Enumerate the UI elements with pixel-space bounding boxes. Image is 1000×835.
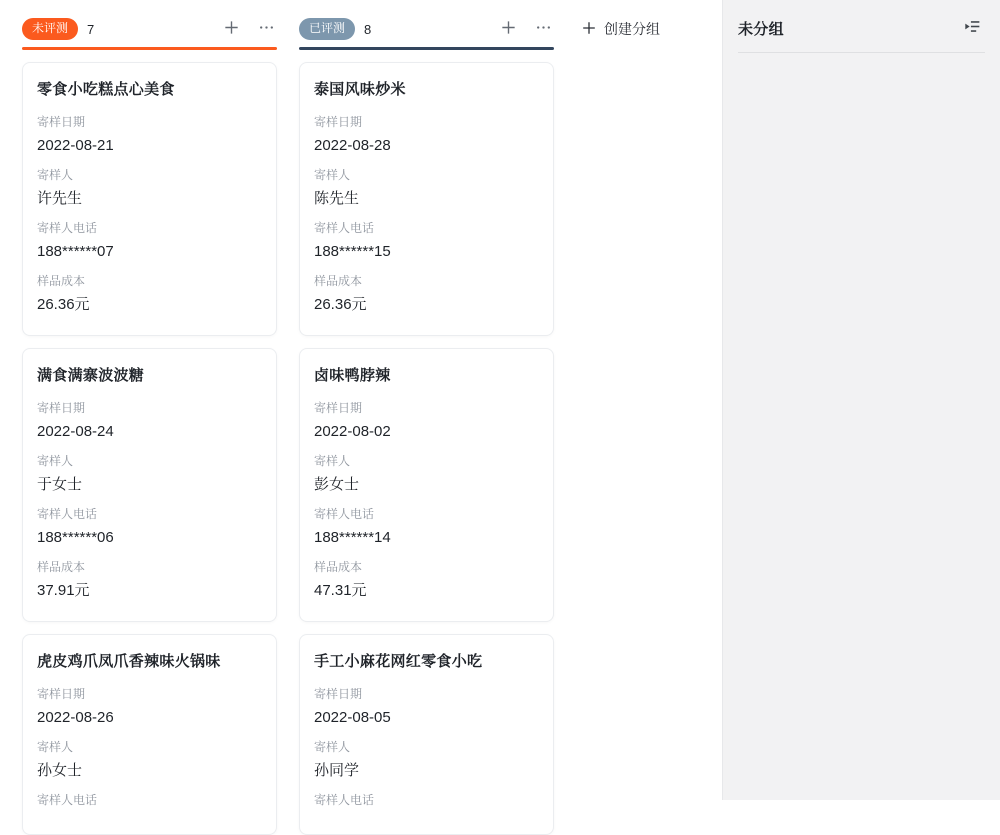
field-value: 2022-08-02 xyxy=(314,422,539,442)
card-field-cost xyxy=(314,274,539,315)
card-field-sender xyxy=(314,454,539,495)
card-field-sender xyxy=(37,454,262,495)
add-record-button[interactable] xyxy=(221,17,242,41)
field-label: 寄样人电话 xyxy=(37,793,262,808)
card-field-phone xyxy=(37,221,262,262)
record-card[interactable] xyxy=(299,348,554,622)
field-value: 许先生 xyxy=(37,189,262,209)
field-value: 26.36元 xyxy=(37,295,262,315)
card-field-cost xyxy=(37,560,262,601)
record-card[interactable] xyxy=(299,634,554,835)
card-field-phone xyxy=(314,221,539,262)
create-group-button[interactable] xyxy=(577,15,664,43)
card-field-sender xyxy=(314,740,539,781)
card-title: 卤味鸭脖辣 xyxy=(314,365,539,387)
field-value: 孙女士 xyxy=(37,761,262,781)
field-value: 47.31元 xyxy=(314,581,539,601)
field-label: 寄样人电话 xyxy=(37,221,262,236)
field-label: 寄样人 xyxy=(37,454,262,469)
card-field-cost xyxy=(314,560,539,601)
card-title: 满食满寨波波糖 xyxy=(37,365,262,387)
ungrouped-panel-title: 未分组 xyxy=(738,18,784,39)
field-value: 陈先生 xyxy=(314,189,539,209)
field-label: 寄样人 xyxy=(314,740,539,755)
card-field-phone xyxy=(314,793,539,808)
field-value: 2022-08-28 xyxy=(314,136,539,156)
field-label: 寄样日期 xyxy=(37,115,262,130)
field-value: 2022-08-24 xyxy=(37,422,262,442)
record-card[interactable] xyxy=(299,62,554,336)
card-field-date xyxy=(37,115,262,156)
card-title: 泰国风味炒米 xyxy=(314,79,539,101)
column-header xyxy=(299,15,554,43)
record-card[interactable] xyxy=(22,348,277,622)
field-label: 样品成本 xyxy=(37,274,262,289)
ellipsis-icon xyxy=(535,19,552,39)
card-field-sender xyxy=(314,168,539,209)
field-value: 2022-08-21 xyxy=(37,136,262,156)
ellipsis-icon xyxy=(258,19,275,39)
card-field-phone xyxy=(37,793,262,808)
card-field-sender xyxy=(37,740,262,781)
card-field-cost xyxy=(37,274,262,315)
field-value: 2022-08-05 xyxy=(314,708,539,728)
field-value: 彭女士 xyxy=(314,475,539,495)
field-label: 寄样人 xyxy=(37,168,262,183)
group-badge[interactable]: 未评测 xyxy=(22,18,78,40)
group-badge[interactable]: 已评测 xyxy=(299,18,355,40)
group-count: 7 xyxy=(87,22,94,37)
field-label: 寄样人电话 xyxy=(314,793,539,808)
field-value: 188******07 xyxy=(37,242,262,262)
column-header xyxy=(22,15,277,43)
plus-icon xyxy=(500,19,517,39)
card-field-phone xyxy=(314,507,539,548)
field-label: 样品成本 xyxy=(37,560,262,575)
field-value: 孙同学 xyxy=(314,761,539,781)
column-accent-line xyxy=(299,47,554,50)
field-value: 2022-08-26 xyxy=(37,708,262,728)
kanban-column-evaluated xyxy=(299,0,554,835)
record-card[interactable] xyxy=(22,62,277,336)
field-label: 寄样日期 xyxy=(314,115,539,130)
field-label: 寄样人 xyxy=(314,168,539,183)
field-label: 寄样日期 xyxy=(37,401,262,416)
field-label: 寄样人电话 xyxy=(314,221,539,236)
group-count: 8 xyxy=(364,22,371,37)
card-field-date xyxy=(314,687,539,728)
card-title: 手工小麻花网红零食小吃 xyxy=(314,651,539,673)
card-field-date xyxy=(314,401,539,442)
add-record-button[interactable] xyxy=(498,17,519,41)
plus-icon xyxy=(581,20,597,39)
field-label: 寄样日期 xyxy=(37,687,262,702)
field-label: 样品成本 xyxy=(314,560,539,575)
record-card[interactable] xyxy=(22,634,277,835)
field-label: 寄样日期 xyxy=(314,687,539,702)
create-group-label: 创建分组 xyxy=(604,19,660,39)
collapse-panel-button[interactable] xyxy=(961,15,984,41)
collapse-panel-icon xyxy=(963,17,982,39)
field-value: 26.36元 xyxy=(314,295,539,315)
field-value: 188******06 xyxy=(37,528,262,548)
card-field-date xyxy=(37,401,262,442)
field-label: 样品成本 xyxy=(314,274,539,289)
field-value: 于女士 xyxy=(37,475,262,495)
card-field-sender xyxy=(37,168,262,209)
field-label: 寄样日期 xyxy=(314,401,539,416)
field-label: 寄样人电话 xyxy=(314,507,539,522)
column-accent-line xyxy=(22,47,277,50)
panel-divider xyxy=(738,52,985,53)
field-value: 188******15 xyxy=(314,242,539,262)
column-more-button[interactable] xyxy=(533,17,554,41)
card-field-date xyxy=(37,687,262,728)
card-field-phone xyxy=(37,507,262,548)
field-label: 寄样人 xyxy=(314,454,539,469)
field-value: 188******14 xyxy=(314,528,539,548)
kanban-column-not-evaluated xyxy=(22,0,277,835)
plus-icon xyxy=(223,19,240,39)
card-field-date xyxy=(314,115,539,156)
field-value: 37.91元 xyxy=(37,581,262,601)
card-title: 零食小吃糕点心美食 xyxy=(37,79,262,101)
field-label: 寄样人 xyxy=(37,740,262,755)
ungrouped-panel-header xyxy=(723,0,1000,41)
field-label: 寄样人电话 xyxy=(37,507,262,522)
column-more-button[interactable] xyxy=(256,17,277,41)
ungrouped-panel xyxy=(722,0,1000,800)
card-title: 虎皮鸡爪凤爪香辣味火锅味 xyxy=(37,651,262,673)
